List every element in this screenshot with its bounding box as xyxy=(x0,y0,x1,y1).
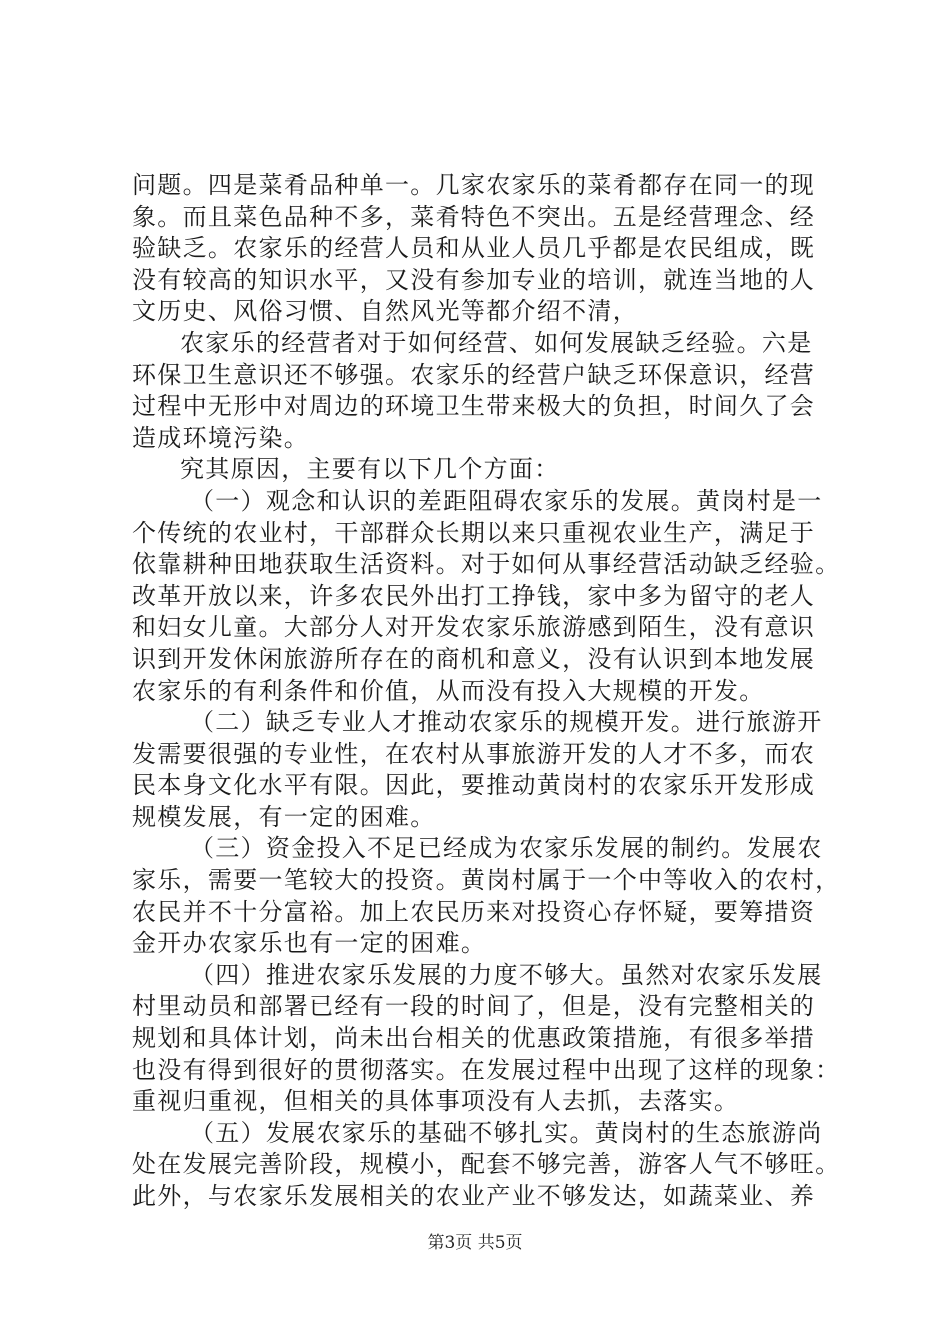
text-line: 改革开放以来，许多农民外出打工挣钱，家中多为留守的老人 xyxy=(132,581,816,610)
text-line: 和妇女儿童。大部分人对开发农家乐旅游感到陌生，没有意识 xyxy=(132,613,816,642)
paragraph-start-line: 农家乐的经营者对于如何经营、如何发展缺乏经验。六是 xyxy=(180,328,813,357)
section-heading-line: （四）推进农家乐发展的力度不够大。虽然对农家乐发展 xyxy=(190,960,823,989)
text-line: 民本身文化水平有限。因此，要推动黄岗村的农家乐开发形成 xyxy=(132,771,816,800)
text-line: 此外，与农家乐发展相关的农业产业不够发达，如蔬菜业、养 xyxy=(132,1182,816,1210)
section-heading-line: （二）缺乏专业人才推动农家乐的规模开发。进行旅游开 xyxy=(190,708,823,737)
text-line: 识到开发休闲旅游所存在的商机和意义，没有认识到本地发展 xyxy=(132,644,816,673)
text-line: 依靠耕种田地获取生活资料。对于如何从事经营活动缺乏经验。 xyxy=(132,550,841,579)
text-line: 过程中无形中对周边的环境卫生带来极大的负担，时间久了会 xyxy=(132,392,816,421)
text-line: 造成环境污染。 xyxy=(132,423,310,452)
text-line: 问题。四是菜肴品种单一。几家农家乐的菜肴都存在同一的现 xyxy=(132,171,816,199)
text-line: 处在发展完善阶段，规模小，配套不够完善，游客人气不够旺。 xyxy=(132,1150,841,1179)
text-line: 发需要很强的专业性，在农村从事旅游开发的人才不多，而农 xyxy=(132,739,816,768)
document-body xyxy=(132,170,841,1213)
text-line: 没有较高的知识水平，又没有参加专业的培训，就连当地的人 xyxy=(132,265,816,294)
section-heading-line: （五）发展农家乐的基础不够扎实。黄岗村的生态旅游尚 xyxy=(190,1118,823,1147)
text-line: 农家乐的有利条件和价值，从而没有投入大规模的开发。 xyxy=(132,676,765,705)
section-heading-line: （一）观念和认识的差距阻碍农家乐的发展。黄岗村是一 xyxy=(190,486,823,515)
text-line: 验缺乏。农家乐的经营人员和从业人员几乎都是农民组成，既 xyxy=(132,234,816,263)
text-line: 环保卫生意识还不够强。农家乐的经营户缺乏环保意识，经营 xyxy=(132,360,816,389)
text-line: 个传统的农业村，干部群众长期以来只重视农业生产，满足于 xyxy=(132,518,816,547)
section-heading-line: （三）资金投入不足已经成为农家乐发展的制约。发展农 xyxy=(190,834,823,863)
text-line: 重视归重视，但相关的具体事项没有人去抓，去落实。 xyxy=(132,1087,740,1116)
page-number-label: 第3页 共5页 xyxy=(427,1233,523,1253)
page-footer xyxy=(0,1228,950,1253)
text-line: 家乐，需要一笔较大的投资。黄岗村属于一个中等收入的农村， xyxy=(132,866,841,895)
paragraph-start-line: 究其原因，主要有以下几个方面： xyxy=(180,455,560,484)
text-line: 村里动员和部署已经有一段的时间了，但是，没有完整相关的 xyxy=(132,992,816,1021)
text-line: 象。而且菜色品种不多，菜肴特色不突出。五是经营理念、经 xyxy=(132,202,816,231)
text-line: 金开办农家乐也有一定的困难。 xyxy=(132,929,487,958)
text-line: 规模发展，有一定的困难。 xyxy=(132,802,436,831)
text-line: 也没有得到很好的贯彻落实。在发展过程中出现了这样的现象： xyxy=(132,1055,841,1084)
text-line: 农民并不十分富裕。加上农民历来对投资心存怀疑，要筹措资 xyxy=(132,897,816,926)
text-line: 文历史、风俗习惯、自然风光等都介绍不清， xyxy=(132,297,638,326)
text-line: 规划和具体计划，尚未出台相关的优惠政策措施，有很多举措 xyxy=(132,1024,816,1053)
